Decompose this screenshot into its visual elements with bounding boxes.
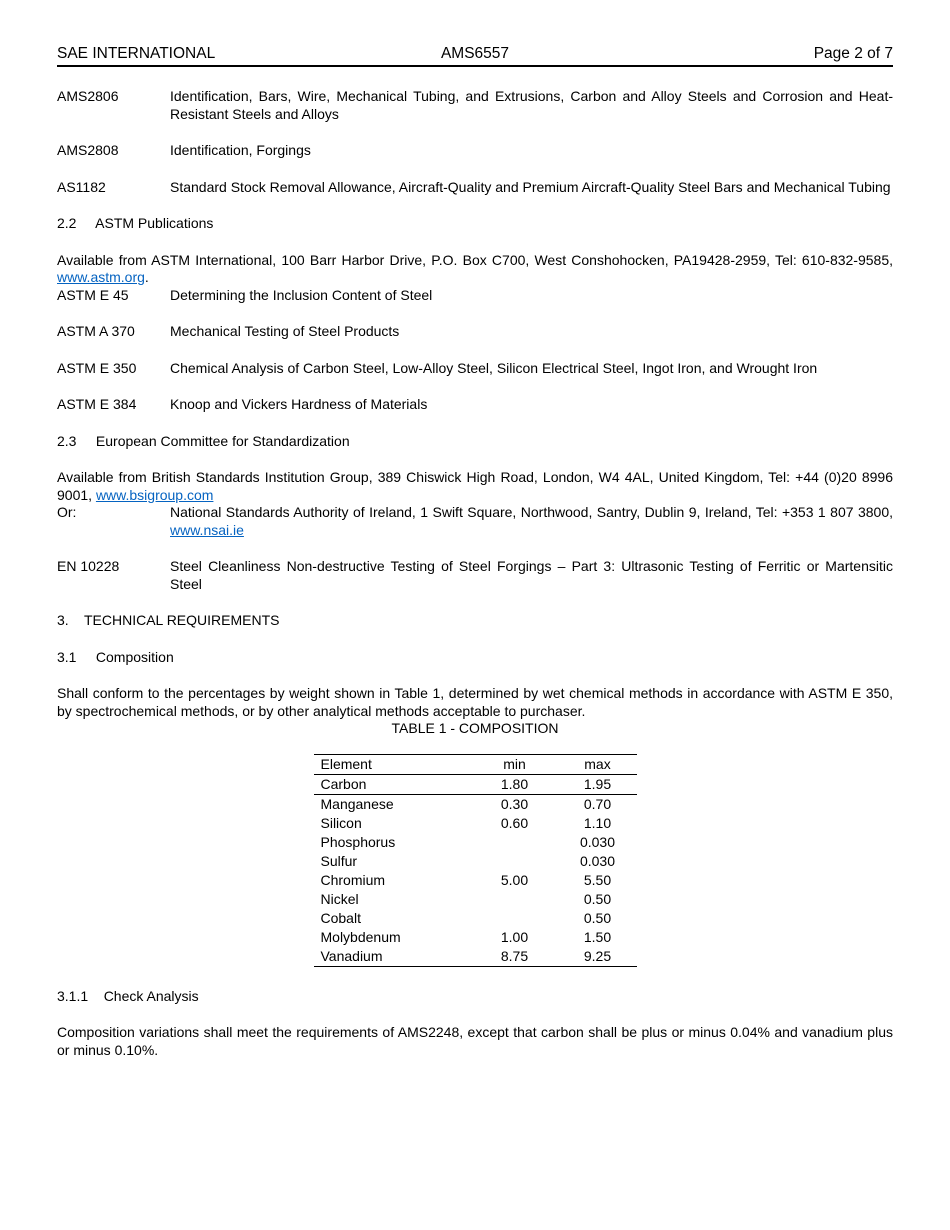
cell-min: 0.30	[500, 795, 529, 812]
reference-term: AMS2806	[57, 88, 119, 104]
table-row	[314, 890, 637, 909]
cell-min: 1.00	[500, 928, 529, 945]
table-1-container	[57, 754, 893, 967]
reference-term: ASTM E 384	[57, 396, 137, 412]
cell-max: 0.030	[579, 852, 616, 869]
cell-max: 1.95	[583, 775, 612, 792]
cell-element: Vanadium	[320, 947, 383, 964]
table-row	[314, 909, 637, 928]
cell-max: 0.50	[583, 890, 612, 907]
column-header-element: Element	[320, 755, 372, 772]
reference-entry-ams2806	[57, 88, 893, 123]
cell-max: 0.50	[583, 909, 612, 926]
cell-min: 0.60	[500, 814, 529, 831]
reference-entry-ams2808	[57, 142, 893, 160]
document-number: AMS6557	[440, 45, 510, 62]
reference-term: ASTM E 45	[57, 286, 129, 303]
table-row	[314, 774, 637, 794]
astm-availability-paragraph	[57, 252, 893, 287]
reference-definition: Knoop and Vickers Hardness of Materials	[170, 396, 428, 412]
cell-element: Phosphorus	[320, 833, 396, 850]
table-header-row	[314, 754, 637, 774]
cell-max: 0.030	[579, 833, 616, 850]
reference-definition: Chemical Analysis of Carbon Steel, Low-Alloy Steel, Silicon Electrical Steel, Ingot Iron, and Wrought Iron	[170, 359, 818, 376]
cell-element: Nickel	[320, 890, 359, 907]
reference-entry-astm-e384	[57, 396, 893, 414]
composition-paragraph: Shall conform to the percentages by weight shown in Table 1, determined by wet chemical methods in accordance with ASTM E 350, by spectrochemical methods, or by other analytical methods acceptable to purchaser.	[57, 685, 893, 719]
paragraph-text: Available from British Standards Institution Group, 389 Chiswick High Road, London, W4 4AL, United Kingdom, Tel: +44 (0)20 8996 9001,	[57, 469, 893, 503]
paragraph-text: National Standards Authority of Ireland, 1 Swift Square, Northwood, Santry, Dublin 9, Ireland, Tel: +353 1 807 3800,	[170, 504, 893, 520]
table-row	[314, 794, 637, 814]
table-row	[314, 947, 637, 967]
reference-term: ASTM E 350	[57, 359, 137, 376]
reference-term: AMS2808	[57, 142, 119, 158]
composition-table	[314, 754, 637, 967]
cell-max: 1.50	[583, 928, 612, 945]
cell-element: Sulfur	[320, 852, 358, 869]
reference-definition	[170, 504, 893, 539]
reference-definition: Identification, Forgings	[170, 142, 311, 158]
cell-element: Manganese	[320, 795, 394, 812]
reference-entry-en10228	[57, 558, 893, 593]
cell-max: 5.50	[583, 871, 612, 888]
reference-entry-astm-e350	[57, 360, 893, 378]
cell-element: Cobalt	[320, 909, 361, 926]
table-row	[314, 928, 637, 947]
paragraph-text: Available from ASTM International, 100 Barr Harbor Drive, P.O. Box C700, West Conshohocken, PA19428-2959, Tel: 610-832-9585,	[57, 251, 893, 268]
section-heading-2-2: 2.2 ASTM Publications	[57, 215, 214, 231]
table-row	[314, 852, 637, 871]
cell-min	[471, 852, 559, 871]
section-heading-3-1-1: 3.1.1 Check Analysis	[57, 987, 199, 1004]
cell-min: 5.00	[500, 871, 529, 888]
nsai-link[interactable]: www.nsai.ie	[170, 521, 244, 538]
cell-element: Silicon	[320, 814, 362, 831]
bsi-availability-paragraph	[57, 469, 893, 504]
reference-entry-astm-a370	[57, 323, 893, 341]
table-1-title: TABLE 1 - COMPOSITION	[391, 720, 559, 736]
cell-min	[471, 909, 559, 928]
column-header-min: min	[503, 755, 526, 772]
table-row	[314, 814, 637, 833]
cell-max: 1.10	[583, 814, 612, 831]
reference-definition: Identification, Bars, Wire, Mechanical Tubing, and Extrusions, Carbon and Alloy Steels and Corrosion and Heat-Resistant Steels and Alloys	[170, 88, 893, 122]
reference-term: Or:	[57, 504, 77, 520]
org-name: SAE INTERNATIONAL	[57, 45, 216, 62]
reference-entry-as1182	[57, 179, 893, 197]
cell-element: Carbon	[320, 775, 367, 792]
cell-min: 8.75	[500, 947, 529, 964]
reference-term: ASTM A 370	[57, 323, 135, 339]
section-heading-3-1: 3.1 Composition	[57, 648, 174, 665]
bsigroup-link[interactable]: www.bsigroup.com	[95, 486, 214, 503]
cell-min: 1.80	[500, 775, 529, 792]
column-header-max: max	[584, 755, 611, 772]
table-row	[314, 871, 637, 890]
table-row	[314, 833, 637, 852]
paragraph-text: .	[144, 269, 149, 285]
reference-term: AS1182	[57, 178, 106, 195]
cell-element: Molybdenum	[320, 928, 401, 945]
page-indicator: Page 2 of 7	[813, 45, 894, 62]
astm-link[interactable]: www.astm.org	[57, 269, 145, 285]
page-header	[57, 45, 893, 67]
cell-max: 0.70	[583, 795, 612, 812]
reference-definition: Determining the Inclusion Content of Steel	[170, 286, 433, 303]
reference-entry-nsai	[57, 504, 893, 539]
section-heading-3: 3. TECHNICAL REQUIREMENTS	[57, 612, 280, 628]
section-heading-2-3: 2.3 European Committee for Standardization	[57, 432, 350, 449]
reference-definition: Mechanical Testing of Steel Products	[170, 323, 400, 339]
reference-entry-astm-e45	[57, 287, 893, 305]
cell-max: 9.25	[583, 947, 612, 964]
document-body	[57, 67, 893, 1059]
check-analysis-paragraph: Composition variations shall meet the requirements of AMS2248, except that carbon shall be plus or minus 0.04% and vanadium plus or minus 0.10%.	[57, 1024, 893, 1058]
reference-term: EN 10228	[57, 558, 120, 574]
cell-min	[471, 890, 559, 909]
cell-element: Chromium	[320, 871, 386, 888]
cell-min	[471, 833, 559, 852]
reference-definition: Steel Cleanliness Non-destructive Testing of Steel Forgings – Part 3: Ultrasonic Testing of Ferritic or Martensitic Steel	[170, 558, 893, 592]
reference-definition: Standard Stock Removal Allowance, Aircraft-Quality and Premium Aircraft-Quality Steel Bars and Mechanical Tubing	[170, 178, 891, 195]
